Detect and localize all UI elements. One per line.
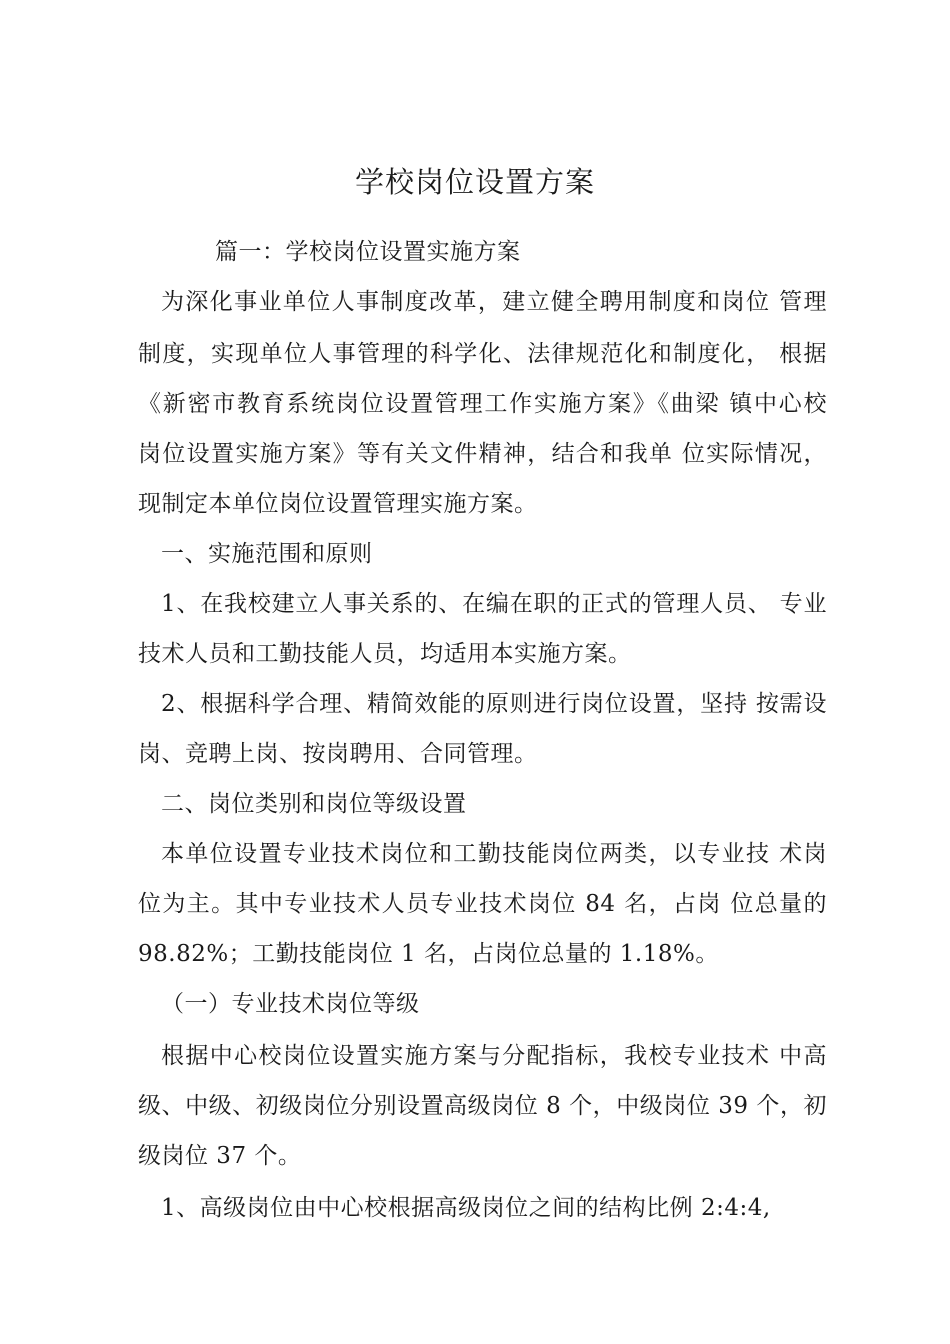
paragraph-line: 级、中级、初级岗位分别设置高级岗位 8 个，中级岗位 39 个，初 xyxy=(138,1093,827,1119)
section-heading: 一、实施范围和原则 xyxy=(161,541,373,567)
paragraph-line: 2、根据科学合理、精简效能的原则进行岗位设置，坚持 按需设 xyxy=(161,691,827,717)
paragraph-line: 岗位设置实施方案》等有关文件精神，结合和我单 位实际情况， xyxy=(138,441,827,467)
paragraph-line: 现制定本单位岗位设置管理实施方案。 xyxy=(138,491,538,517)
paragraph-line: 本单位设置专业技术岗位和工勤技能岗位两类，以专业技 术岗 xyxy=(161,841,827,867)
document-title: 学校岗位设置方案 xyxy=(354,165,595,199)
paragraph-line: 1、在我校建立人事关系的、在编在职的正式的管理人员、 专业 xyxy=(161,591,827,617)
paragraph-line: 岗、竞聘上岗、按岗聘用、合同管理。 xyxy=(138,741,538,767)
section-heading: 篇一：学校岗位设置实施方案 xyxy=(215,239,521,265)
paragraph-line: 制度，实现单位人事管理的科学化、法律规范化和制度化， 根据 xyxy=(138,341,827,367)
paragraph-line: 98.82%；工勤技能岗位 1 名，占岗位总量的 1.18%。 xyxy=(138,941,719,967)
paragraph-line: 技术人员和工勤技能人员，均适用本实施方案。 xyxy=(138,641,632,667)
section-heading: 二、岗位类别和岗位等级设置 xyxy=(161,791,467,817)
section-heading: （一）专业技术岗位等级 xyxy=(161,991,420,1017)
paragraph-line: 《新密市教育系统岗位设置管理工作实施方案》《曲梁 镇中心校 xyxy=(138,391,827,417)
paragraph-line: 1、高级岗位由中心校根据高级岗位之间的结构比例 2:4:4, xyxy=(161,1195,771,1221)
paragraph-line: 根据中心校岗位设置实施方案与分配指标，我校专业技术 中高 xyxy=(161,1043,827,1069)
paragraph-line: 位为主。其中专业技术人员专业技术岗位 84 名，占岗 位总量的 xyxy=(138,891,827,917)
paragraph-line: 为深化事业单位人事制度改革，建立健全聘用制度和岗位 管理 xyxy=(161,289,827,315)
paragraph-line: 级岗位 37 个。 xyxy=(138,1143,302,1169)
